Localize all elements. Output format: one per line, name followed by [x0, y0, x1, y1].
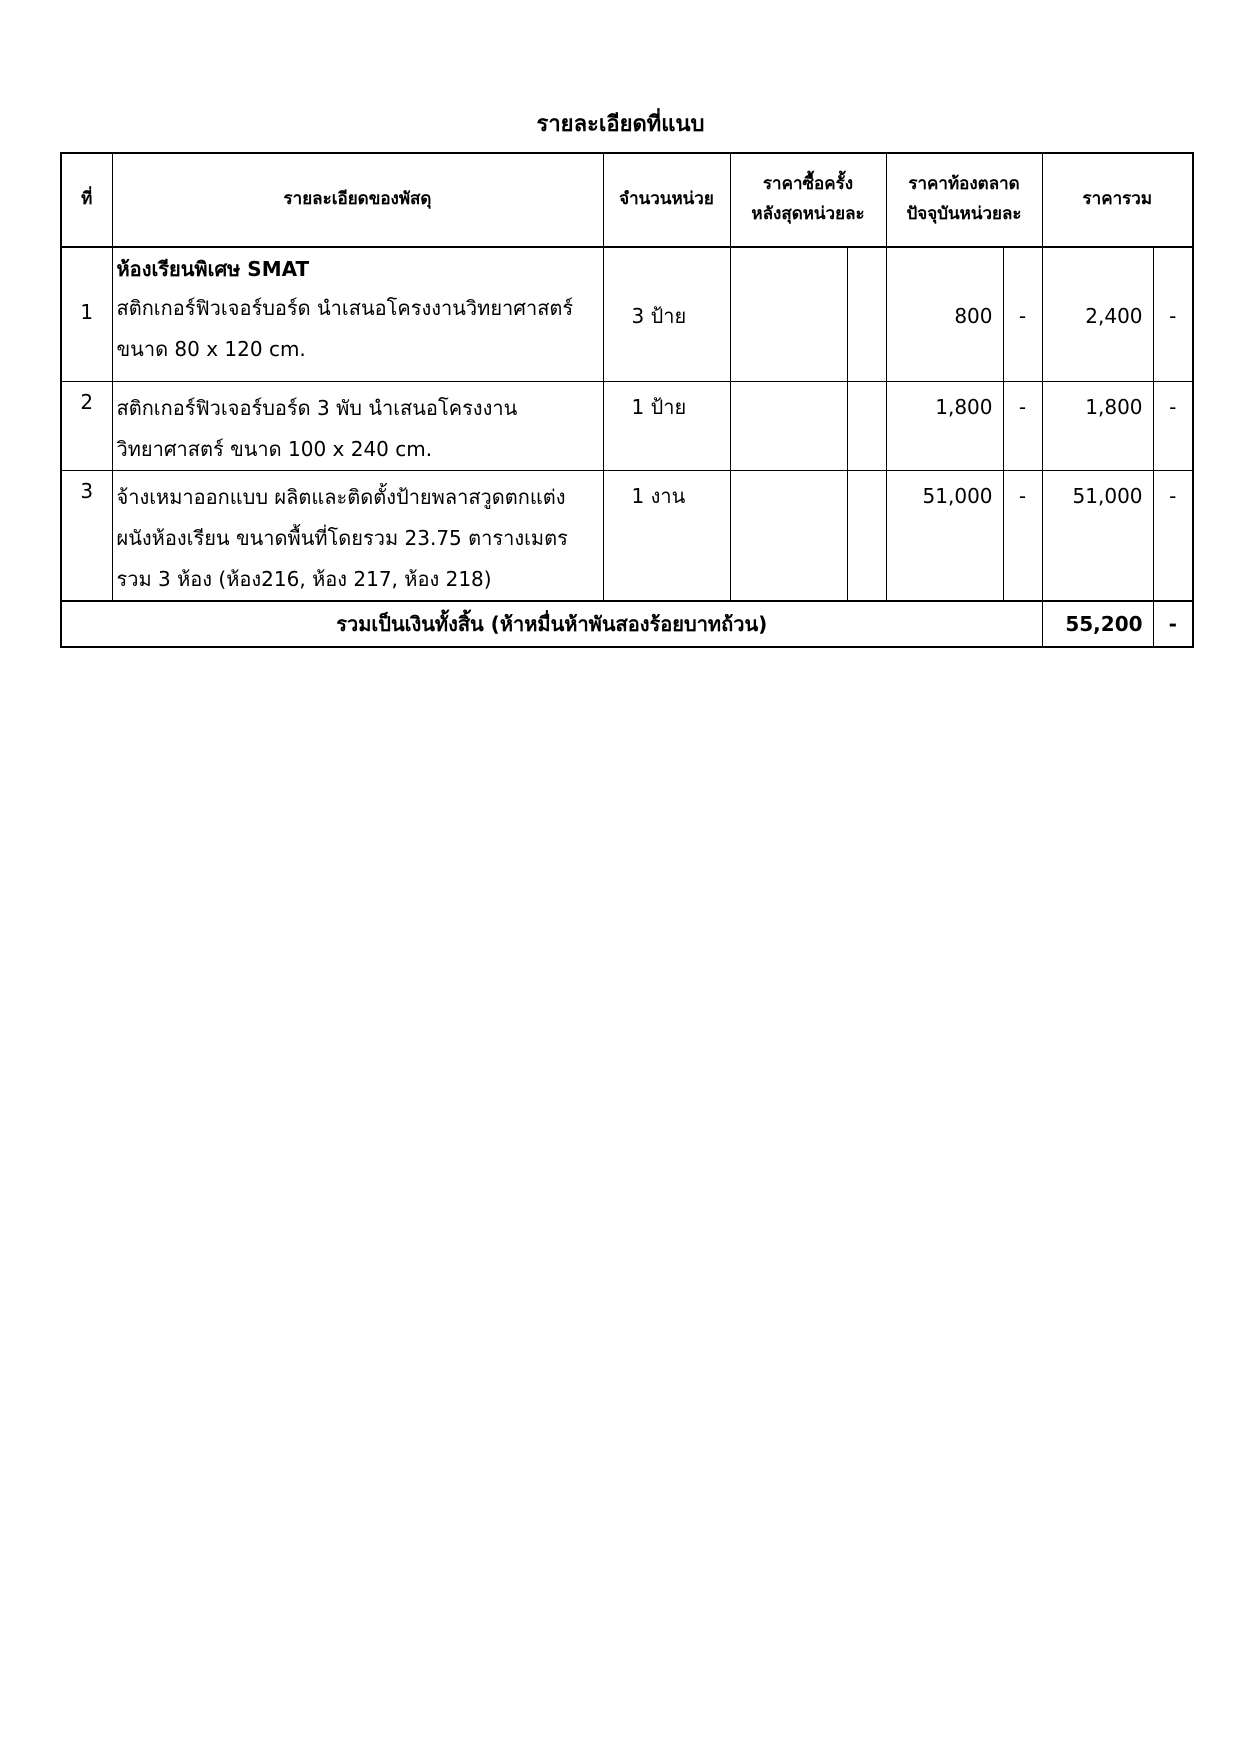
row-description [112, 470, 603, 601]
header-last-purchase-price [730, 153, 886, 247]
price-detail-table [60, 152, 1194, 648]
row-last-price [730, 470, 847, 601]
row-total-fraction: - [1153, 247, 1193, 381]
row-no: 2 [61, 381, 112, 470]
row-no: 3 [61, 470, 112, 601]
header-market-price-line2: ปัจจุบันหน่วยละ [906, 204, 1022, 224]
row-last-price-fraction [847, 247, 886, 381]
row-description-line: ขนาด 80 x 120 cm. [116, 337, 306, 361]
row-description [112, 247, 603, 381]
row-description-line: รวม 3 ห้อง (ห้อง216, ห้อง 217, ห้อง 218) [116, 566, 492, 591]
header-market-price-line1: ราคาท้องตลาด [908, 174, 1020, 195]
row-market-price-fraction: - [1003, 381, 1042, 470]
row-description-line: จ้างเหมาออกแบบ ผลิตและติดตั้งป้ายพลาสวูดตกแต่ง [116, 484, 566, 509]
row-total-fraction: - [1153, 470, 1193, 601]
row-total: 1,800 [1042, 381, 1153, 470]
header-last-price-line2: หลังสุดหน่วยละ [751, 204, 865, 224]
grand-total-fraction: - [1153, 601, 1193, 647]
grand-total-value: 55,200 [1042, 601, 1153, 647]
document-title: รายละเอียดที่แนบ [536, 112, 705, 137]
row-last-price-fraction [847, 381, 886, 470]
row-total-fraction: - [1153, 381, 1193, 470]
row-section-heading: ห้องเรียนพิเศษ SMAT [116, 257, 310, 281]
row-total: 51,000 [1042, 470, 1153, 601]
header-total: ราคารวม [1042, 153, 1193, 247]
row-market-price: 800 [886, 247, 1003, 381]
table-row [61, 470, 1193, 601]
table-row [61, 247, 1193, 381]
grand-total-label: รวมเป็นเงินทั้งสิ้น (ห้าหมื่นห้าพันสองร้อยบาทถ้วน) [61, 601, 1042, 647]
table-row [61, 381, 1193, 470]
row-market-price-fraction: - [1003, 470, 1042, 601]
row-total: 2,400 [1042, 247, 1153, 381]
header-no: ที่ [61, 153, 112, 247]
row-last-price [730, 247, 847, 381]
header-market-price [886, 153, 1042, 247]
row-description-line: ผนังห้องเรียน ขนาดพื้นที่โดยรวม 23.75 ตารางเมตร [116, 525, 568, 550]
row-last-price [730, 381, 847, 470]
row-quantity: 1 ป้าย [603, 381, 730, 470]
row-last-price-fraction [847, 470, 886, 601]
row-description [112, 381, 603, 470]
row-market-price: 51,000 [886, 470, 1003, 601]
row-market-price: 1,800 [886, 381, 1003, 470]
row-description-line: สติกเกอร์ฟิวเจอร์บอร์ด นำเสนอโครงงานวิทยาศาสตร์ [116, 296, 574, 320]
row-market-price-fraction: - [1003, 247, 1042, 381]
table-header-row [61, 153, 1193, 247]
row-quantity: 3 ป้าย [603, 247, 730, 381]
row-quantity: 1 งาน [603, 470, 730, 601]
row-description-line: วิทยาศาสตร์ ขนาด 100 x 240 cm. [116, 436, 433, 461]
header-last-price-line1: ราคาซื้อครั้ง [762, 174, 854, 195]
row-no: 1 [61, 247, 112, 381]
header-quantity: จำนวนหน่วย [603, 153, 730, 247]
row-description-line: สติกเกอร์ฟิวเจอร์บอร์ด 3 พับ นำเสนอโครงงาน [116, 395, 518, 420]
header-description: รายละเอียดของพัสดุ [112, 153, 603, 247]
grand-total-row [61, 601, 1193, 647]
